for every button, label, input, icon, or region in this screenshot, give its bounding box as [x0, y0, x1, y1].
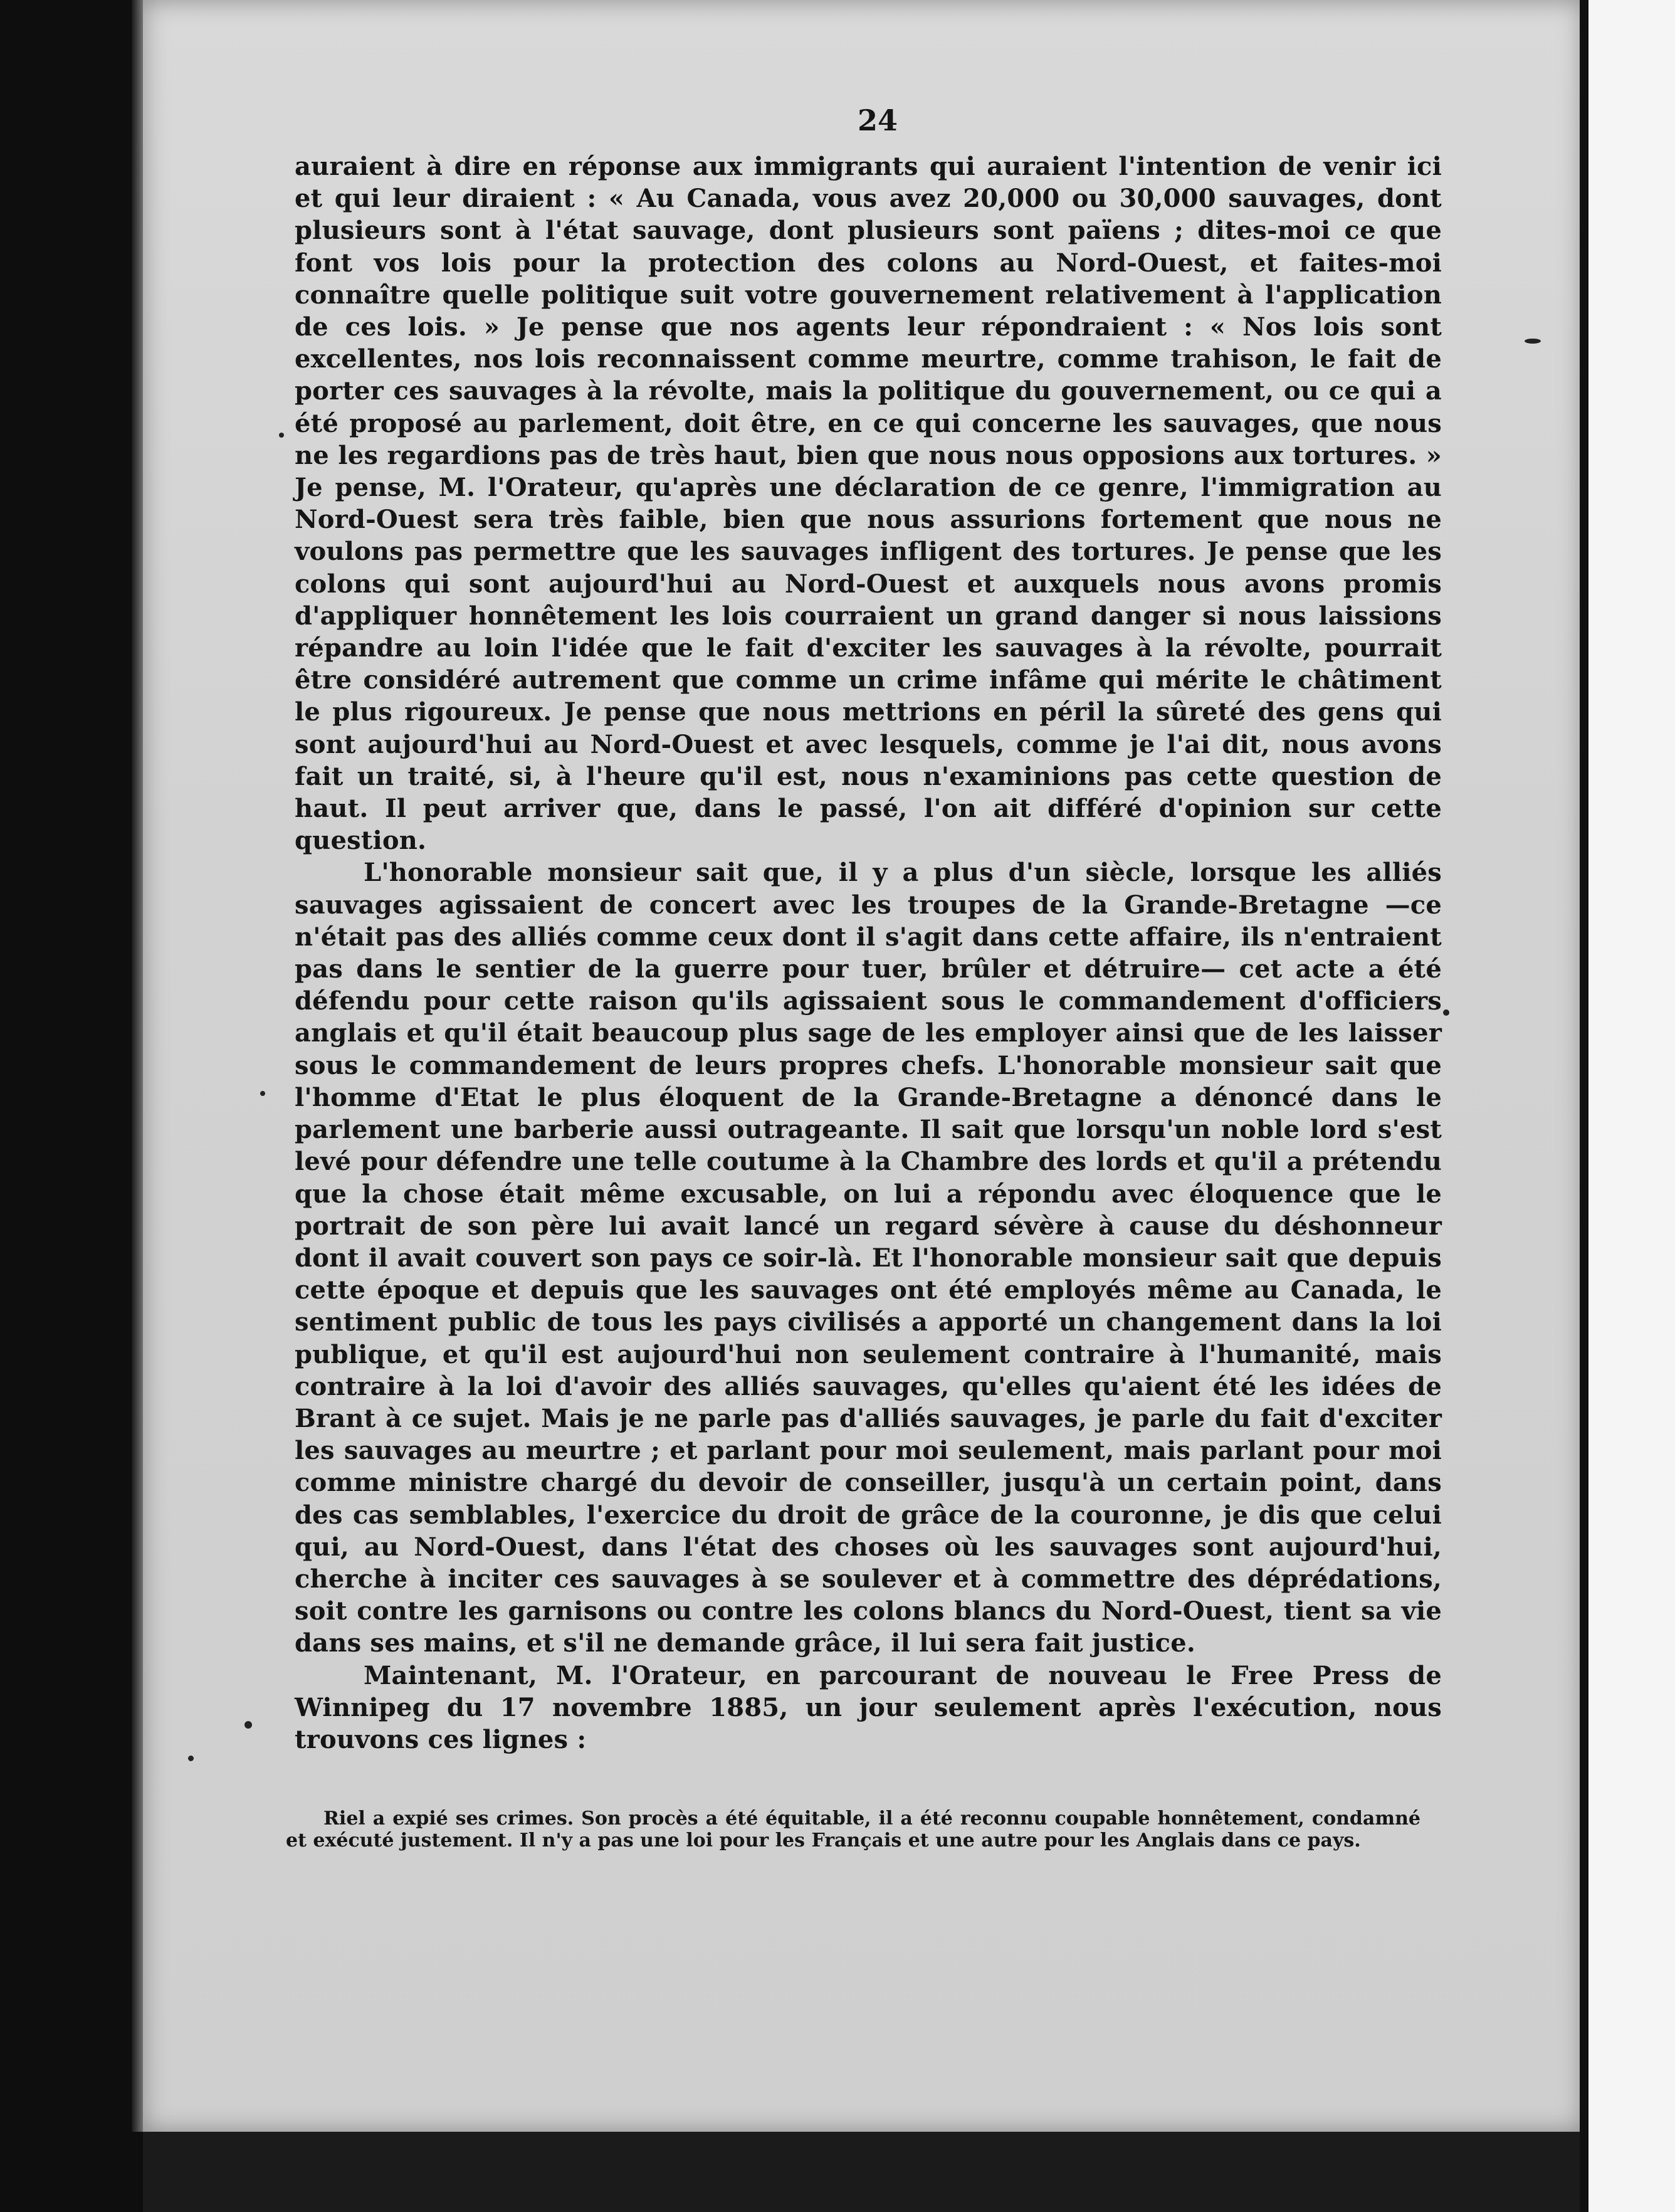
binding-line [1580, 0, 1588, 2212]
right-margin-strip [1580, 0, 1675, 2212]
paragraph-2: L'honorable monsieur sait que, il y a plus d'un siècle, lorsque les alliés sauvages agissaient de concert avec les troupes de la Grande-Bretagne —ce n'était pas des alliés comme ceux dont il s'agit dans cette affaire, ils n'entraient pas dans le sentier de la guerre pour tuer, brûler et détruire— cet acte a été défendu pour cette raison qu'ils agissaient sous le commandement d'officiers anglais et qu'il était beaucoup plus sage de les employer ainsi que de les laisser sous le commandement de leurs propres chefs. L'honorable monsieur sait que l'homme d'Etat le plus éloquent de la Grande-Bretagne a dénoncé dans le parlement une barberie aussi outrageante. Il sait que lorsqu'un noble lord s'est levé pour défendre une telle coutume à la Chambre des lords et qu'il a prétendu que la chose était même excusable, on lui a répondu avec éloquence que le portrait de son père lui avait lancé un regard sévère à cause du déshonneur dont il avait couvert son pays ce soir-là. Et l'honorable monsieur sait que depuis cette époque et depuis que les sauvages ont été employés même au Canada, le sentiment public de tous les pays civilisés a apporté un changement dans la loi publique, et qu'il est aujourd'hui non seulement contraire à l'humanité, mais contraire à la loi d'avoir des alliés sauvages, qu'elles qu'aient été les idées de Brant à ce sujet. Mais je ne parle pas d'alliés sauvages, je parle du fait d'exciter les sauvages au meurtre ; et parlant pour moi seulement, mais parlant pour moi comme ministre chargé du devoir de conseiller, jusqu'à un certain point, dans des cas semblables, l'exercice du droit de grâce de la couronne, je dis que celui qui, au Nord-Ouest, dans l'état des choses où les sauvages sont aujourd'hui, cherche à inciter ces sauvages à se soulever et à commettre des déprédations, soit contre les garnisons ou contre les colons blancs du Nord-Ouest, tient sa vie dans ses mains, et s'il ne demande grâce, il lui sera fait justice. [295, 858, 1442, 1658]
paragraph-3: Maintenant, M. l'Orateur, en parcourant de nouveau le Free Press de Winnipeg du 17 novembre 1885, un jour seulement après l'exécution, nous trouvons ces lignes : [295, 1660, 1442, 1754]
quoted-excerpt: Riel a expié ses crimes. Son procès a été équitable, il a été reconnu coupable honnêtement, condamné et exécuté justement. Il n'y a pas une loi pour les Français et une autre pour les Anglais dans ce pays. [286, 1808, 1420, 1851]
scan-speck [1525, 339, 1541, 344]
paragraph-1: auraient à dire en réponse aux immigrants qui auraient l'intention de venir ici et qui leur diraient : « Au Canada, vous avez 20,000 ou 30,000 sauvages, dont plusieurs sont à l'état sauvage, dont plusieurs sont païens ; dites-moi ce que font vos lois pour la protection des colons au Nord-Ouest, et faites-moi connaître quelle politique suit votre gouvernement relativement à l'application de ces lois. » Je pense que nos agents leur répondraient : « Nos lois sont excellentes, nos lois reconnaissent comme meurtre, comme trahison, le fait de porter ces sauvages à la révolte, mais la politique du gouvernement, ou ce qui a été proposé au parlement, doit être, en ce qui concerne les sauvages, que nous ne les regardions pas de très haut, bien que nous nous opposions aux tortures. » Je pense, M. l'Orateur, qu'après une déclaration de ce genre, l'immigration au Nord-Ouest sera très faible, bien que nous assurions fortement que nous ne voulons pas permettre que les sauvages infligent des tortures. Je pense que les colons qui sont aujourd'hui au Nord-Ouest et auxquels nous avons promis d'appliquer honnêtement les lois courraient un grand danger si nous laissions répandre au loin l'idée que le fait d'exciter les sauvages à la révolte, pourrait être considéré autrement que comme un crime infâme qui mérite le châtiment le plus rigoureux. Je pense que nous mettrions en péril la sûreté des gens qui sont aujourd'hui au Nord-Ouest et avec lesquels, comme je l'ai dit, nous avons fait un traité, si, à l'heure qu'il est, nous n'examinions pas cette question de haut. Il peut arriver que, dans le passé, l'on ait différé d'opinion sur cette question. [295, 152, 1442, 856]
body-text [295, 150, 1442, 1756]
page-number: 24 [857, 103, 898, 137]
scan-bottom-border [143, 2132, 1583, 2212]
scan-speck [188, 1756, 194, 1761]
scan-speck [244, 1721, 252, 1729]
scan-speck [260, 1091, 265, 1096]
scan-speck [1443, 1009, 1449, 1016]
scan-speck [279, 433, 284, 438]
